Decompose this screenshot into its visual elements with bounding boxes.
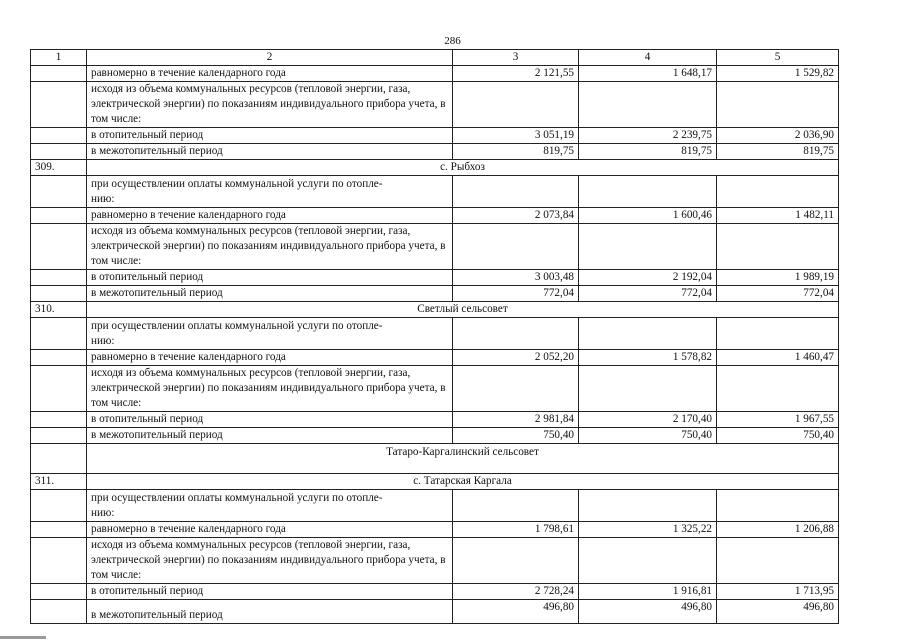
value-cell: 1 798,61 bbox=[453, 522, 579, 538]
value-cell: 2 728,24 bbox=[453, 584, 579, 600]
value-cell bbox=[579, 538, 717, 584]
number-cell bbox=[31, 584, 87, 600]
value-cell: 750,40 bbox=[453, 428, 579, 444]
value-cell bbox=[579, 176, 717, 208]
table-row bbox=[31, 144, 839, 160]
section-number: 309. bbox=[31, 160, 87, 176]
table-row bbox=[31, 82, 839, 128]
row-label-meter: исходя из объема коммунальных ресурсов (тепловой энергии, газа, электрической энергии) по показаниям индивидуального прибора учета, в том числе: bbox=[87, 224, 453, 270]
value-cell: 1 460,47 bbox=[717, 350, 839, 366]
council-title: Татаро-Каргалинский сельсовет bbox=[87, 444, 839, 474]
row-label-interheating: в межотопительный период bbox=[87, 600, 453, 624]
table-row bbox=[31, 366, 839, 412]
number-cell bbox=[31, 600, 87, 624]
table-row bbox=[31, 128, 839, 144]
row-label-interheating: в межотопительный период bbox=[87, 286, 453, 302]
section-title-row bbox=[31, 160, 839, 176]
payment-label-line2: нию: bbox=[91, 507, 115, 519]
section-number: 311. bbox=[31, 474, 87, 490]
table-row bbox=[31, 522, 839, 538]
value-cell: 1 578,82 bbox=[579, 350, 717, 366]
row-label-uniform: равномерно в течение календарного года bbox=[87, 522, 453, 538]
row-label-uniform: равномерно в течение календарного года bbox=[87, 350, 453, 366]
value-cell bbox=[579, 82, 717, 128]
header-cell: 3 bbox=[453, 50, 579, 66]
value-cell bbox=[717, 490, 839, 522]
value-cell bbox=[453, 490, 579, 522]
value-cell: 2 170,40 bbox=[579, 412, 717, 428]
table-row bbox=[31, 286, 839, 302]
value-cell: 2 981,84 bbox=[453, 412, 579, 428]
value-cell bbox=[579, 224, 717, 270]
tariff-table bbox=[30, 49, 839, 624]
row-label-meter: исходя из объема коммунальных ресурсов (тепловой энергии, газа, электрической энергии) по показаниям индивидуального прибора учета, в том числе: bbox=[87, 366, 453, 412]
value-cell: 819,75 bbox=[717, 144, 839, 160]
header-cell: 2 bbox=[87, 50, 453, 66]
page-number: 286 bbox=[444, 35, 461, 47]
number-cell bbox=[31, 270, 87, 286]
value-cell: 750,40 bbox=[579, 428, 717, 444]
value-cell: 772,04 bbox=[717, 286, 839, 302]
value-cell bbox=[717, 176, 839, 208]
value-cell: 1 713,95 bbox=[717, 584, 839, 600]
section-number: 310. bbox=[31, 302, 87, 318]
table-row bbox=[31, 428, 839, 444]
payment-label-line2: нию: bbox=[91, 335, 115, 347]
row-label-payment bbox=[87, 318, 453, 350]
table-row bbox=[31, 318, 839, 350]
number-cell bbox=[31, 286, 87, 302]
value-cell: 2 036,90 bbox=[717, 128, 839, 144]
section-title-row bbox=[31, 474, 839, 490]
table-row bbox=[31, 66, 839, 82]
number-cell bbox=[31, 428, 87, 444]
table-row bbox=[31, 584, 839, 600]
value-cell: 819,75 bbox=[453, 144, 579, 160]
value-cell: 772,04 bbox=[579, 286, 717, 302]
value-cell: 1 600,46 bbox=[579, 208, 717, 224]
value-cell: 496,80 bbox=[579, 600, 717, 624]
value-cell bbox=[453, 82, 579, 128]
section-title-row bbox=[31, 302, 839, 318]
number-cell bbox=[31, 538, 87, 584]
header-cell: 1 bbox=[31, 50, 87, 66]
value-cell bbox=[717, 538, 839, 584]
value-cell bbox=[453, 318, 579, 350]
number-cell bbox=[31, 522, 87, 538]
value-cell: 819,75 bbox=[579, 144, 717, 160]
value-cell: 1 482,11 bbox=[717, 208, 839, 224]
value-cell: 2 121,55 bbox=[453, 66, 579, 82]
number-cell bbox=[31, 350, 87, 366]
table-row bbox=[31, 490, 839, 522]
value-cell bbox=[579, 366, 717, 412]
row-label-payment bbox=[87, 176, 453, 208]
number-cell bbox=[31, 144, 87, 160]
value-cell bbox=[717, 224, 839, 270]
value-cell: 496,80 bbox=[717, 600, 839, 624]
value-cell bbox=[453, 366, 579, 412]
value-cell: 1 206,88 bbox=[717, 522, 839, 538]
row-label-payment bbox=[87, 490, 453, 522]
number-cell bbox=[31, 366, 87, 412]
value-cell: 1 916,81 bbox=[579, 584, 717, 600]
row-label-heating: в отопительный период bbox=[87, 270, 453, 286]
payment-label-line1: при осуществлении оплаты коммунальной услуги по отопле- bbox=[91, 492, 383, 504]
row-label-uniform: равномерно в течение календарного года bbox=[87, 208, 453, 224]
value-cell bbox=[579, 318, 717, 350]
table-row bbox=[31, 538, 839, 584]
row-label-interheating: в межотопительный период bbox=[87, 144, 453, 160]
table-row bbox=[31, 176, 839, 208]
number-cell bbox=[31, 224, 87, 270]
number-cell bbox=[31, 412, 87, 428]
value-cell bbox=[453, 176, 579, 208]
table-row bbox=[31, 208, 839, 224]
number-cell bbox=[31, 176, 87, 208]
value-cell: 1 648,17 bbox=[579, 66, 717, 82]
row-label-heating: в отопительный период bbox=[87, 412, 453, 428]
number-cell bbox=[31, 444, 87, 474]
number-cell bbox=[31, 318, 87, 350]
value-cell: 3 003,48 bbox=[453, 270, 579, 286]
value-cell bbox=[717, 82, 839, 128]
value-cell: 2 192,04 bbox=[579, 270, 717, 286]
number-cell bbox=[31, 490, 87, 522]
row-label-heating: в отопительный период bbox=[87, 584, 453, 600]
value-cell: 1 529,82 bbox=[717, 66, 839, 82]
section-title: с. Татарская Каргала bbox=[87, 474, 839, 490]
table-row bbox=[31, 270, 839, 286]
section-title: Светлый сельсовет bbox=[87, 302, 839, 318]
header-row bbox=[31, 50, 839, 66]
number-cell bbox=[31, 128, 87, 144]
row-label-meter: исходя из объема коммунальных ресурсов (тепловой энергии, газа, электрической энергии) по показаниям индивидуального прибора учета, в том числе: bbox=[87, 82, 453, 128]
value-cell bbox=[579, 490, 717, 522]
scan-edge-divider bbox=[0, 636, 46, 639]
section-title: с. Рыбхоз bbox=[87, 160, 839, 176]
value-cell: 496,80 bbox=[453, 600, 579, 624]
table-row bbox=[31, 600, 839, 624]
row-label-heating: в отопительный период bbox=[87, 128, 453, 144]
row-label-uniform: равномерно в течение календарного года bbox=[87, 66, 453, 82]
number-cell bbox=[31, 208, 87, 224]
header-cell: 4 bbox=[579, 50, 717, 66]
payment-label-line1: при осуществлении оплаты коммунальной услуги по отопле- bbox=[91, 320, 383, 332]
value-cell: 1 989,19 bbox=[717, 270, 839, 286]
row-label-meter: исходя из объема коммунальных ресурсов (тепловой энергии, газа, электрической энергии) по показаниям индивидуального прибора учета, в том числе: bbox=[87, 538, 453, 584]
table-row bbox=[31, 350, 839, 366]
value-cell: 2 239,75 bbox=[579, 128, 717, 144]
payment-label-line1: при осуществлении оплаты коммунальной услуги по отопле- bbox=[91, 178, 383, 190]
value-cell: 1 325,22 bbox=[579, 522, 717, 538]
number-cell bbox=[31, 82, 87, 128]
value-cell: 3 051,19 bbox=[453, 128, 579, 144]
table-row bbox=[31, 224, 839, 270]
value-cell: 750,40 bbox=[717, 428, 839, 444]
value-cell bbox=[717, 366, 839, 412]
header-cell: 5 bbox=[717, 50, 839, 66]
value-cell: 2 073,84 bbox=[453, 208, 579, 224]
number-cell bbox=[31, 66, 87, 82]
value-cell: 2 052,20 bbox=[453, 350, 579, 366]
payment-label-line2: нию: bbox=[91, 193, 115, 205]
value-cell: 772,04 bbox=[453, 286, 579, 302]
value-cell bbox=[453, 224, 579, 270]
row-label-interheating: в межотопительный период bbox=[87, 428, 453, 444]
table-row bbox=[31, 412, 839, 428]
value-cell bbox=[717, 318, 839, 350]
value-cell: 1 967,55 bbox=[717, 412, 839, 428]
council-title-row bbox=[31, 444, 839, 474]
value-cell bbox=[453, 538, 579, 584]
